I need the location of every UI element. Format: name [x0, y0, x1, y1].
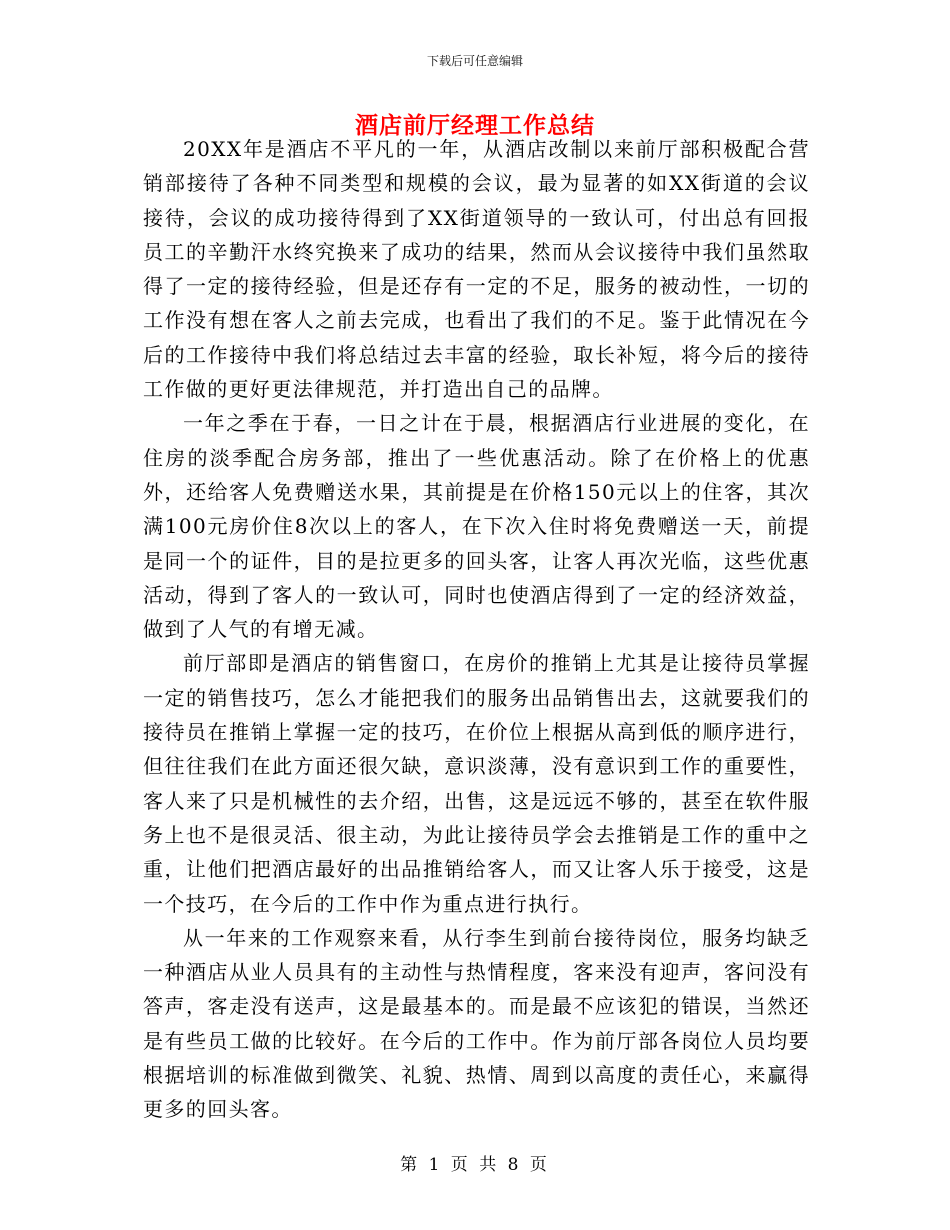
paragraph: 从一年来的工作观察来看，从行李生到前台接待岗位，服务均缺乏一种酒店从业人员具有的主动性与热情程度，客来没有迎声，客问没有答声，客走没有送声，这是最基本的。而是最不应该犯的错误，当然还是有些员工做的比较好。在今后的工作中。作为前厅部各岗位人员均要根据培训的标准做到微笑、礼貌、热情、周到以高度的责任心，来赢得更多的回头客。 — [143, 925, 810, 1122]
total-pages-number: 8 — [507, 1155, 522, 1175]
footer-middle: 页 共 — [450, 1155, 500, 1175]
current-page-number: 1 — [428, 1155, 443, 1175]
document-body — [143, 132, 810, 1127]
page-number-footer — [0, 1154, 950, 1176]
paragraph: 20XX年是酒店不平凡的一年，从酒店改制以来前厅部积极配合营销部接待了各种不同类型和规模的会议，最为显著的如XX街道的会议接待，会议的成功接待得到了XX街道领导的一致认可，付出总有回报员工的辛勤汗水终究换来了成功的结果，然而从会议接待中我们虽然取得了一定的接待经验，但是还存有一定的不足，服务的被动性，一切的工作没有想在客人之前去完成，也看出了我们的不足。鉴于此情况在今后的工作接待中我们将总结过去丰富的经验，取长补短，将今后的接待工作做的更好更法律规范，并打造出自己的品牌。 — [143, 137, 810, 402]
document-title: 酒店前厅经理工作总结 — [355, 112, 595, 139]
footer-suffix: 页 — [529, 1155, 550, 1175]
footer-prefix: 第 — [400, 1155, 421, 1175]
paragraph: 前厅部即是酒店的销售窗口，在房价的推销上尤其是让接待员掌握一定的销售技巧，怎么才能把我们的服务出品销售出去，这就要我们的接待员在推销上掌握一定的技巧，在价位上根据从高到低的顺序进行，但往往我们在此方面还很欠缺，意识淡薄，没有意识到工作的重要性，客人来了只是机械性的去介绍，出售，这是远远不够的，甚至在软件服务上也不是很灵活、很主动，为此让接待员学会去推销是工作的重中之重，让他们把酒店最好的出品推销给客人，而又让客人乐于接受，这是一个技巧，在今后的工作中作为重点进行执行。 — [143, 651, 810, 916]
paragraph: 一年之季在于春，一日之计在于晨，根据酒店行业进展的变化，在住房的淡季配合房务部，推出了一些优惠活动。除了在价格上的优惠外，还给客人免费赠送水果，其前提是在价格150元以上的住客，其次满100元房价住8次以上的客人，在下次入住时将免费赠送一天，前提是同一个的证件，目的是拉更多的回头客，让客人再次光临，这些优惠活动，得到了客人的一致认可，同时也使酒店得到了一定的经济效益，做到了人气的有增无减。 — [143, 411, 810, 642]
header-note: 下载后可任意编辑 — [426, 54, 523, 68]
